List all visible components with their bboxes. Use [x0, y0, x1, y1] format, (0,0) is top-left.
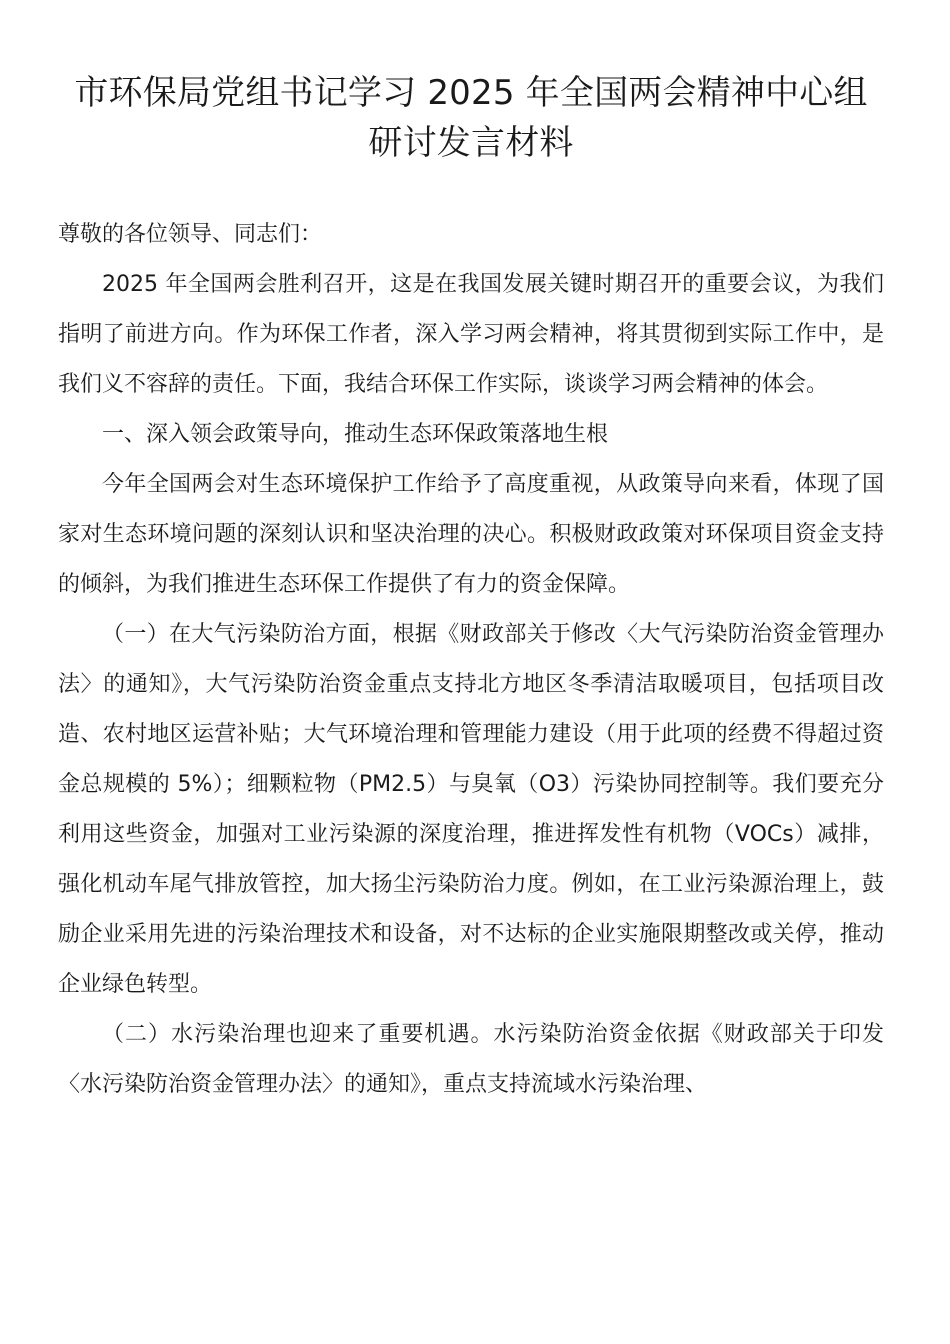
document-title — [58, 68, 884, 168]
document-body — [58, 210, 884, 1110]
paragraph-water-pollution: （二）水污染治理也迎来了重要机遇。水污染防治资金依据《财政部关于印发〈水污染防治资金管理办法〉的通知》，重点支持流域水污染治理、 — [58, 1022, 884, 1097]
title-line-2: 研讨发言材料 — [368, 123, 574, 163]
paragraph-air-pollution: （一）在大气污染防治方面，根据《财政部关于修改〈大气污染防治资金管理办法〉的通知》，大气污染防治资金重点支持北方地区冬季清洁取暖项目，包括项目改造、农村地区运营补贴；大气环境治理和管理能力建设（用于此项的经费不得超过资金总规模的 5%）；细颗粒物（PM2.5）与臭氧（O3）污染协同控制等。我们要充分利用这些资金，加强对工业污染源的深度治理，推进挥发性有机物（VOCs）减排，强化机动车尾气排放管控，加大扬尘污染防治力度。例如，在工业污染源治理上，鼓励企业采用先进的污染治理技术和设备，对不达标的企业实施限期整改或关停，推动企业绿色转型。 — [58, 622, 884, 997]
title-line-1: 市环保局党组书记学习 2025 年全国两会精神中心组 — [74, 73, 868, 113]
paragraph-intro: 2025 年全国两会胜利召开，这是在我国发展关键时期召开的重要会议，为我们指明了前进方向。作为环保工作者，深入学习两会精神，将其贯彻到实际工作中，是我们义不容辞的责任。下面，我结合环保工作实际，谈谈学习两会精神的体会。 — [58, 272, 884, 397]
salutation: 尊敬的各位领导、同志们： — [58, 222, 323, 247]
section-heading-1: 一、深入领会政策导向，推动生态环保政策落地生根 — [102, 422, 609, 447]
paragraph-policy: 今年全国两会对生态环境保护工作给予了高度重视，从政策导向来看，体现了国家对生态环境问题的深刻认识和坚决治理的决心。积极财政政策对环保项目资金支持的倾斜，为我们推进生态环保工作提供了有力的资金保障。 — [58, 472, 884, 597]
